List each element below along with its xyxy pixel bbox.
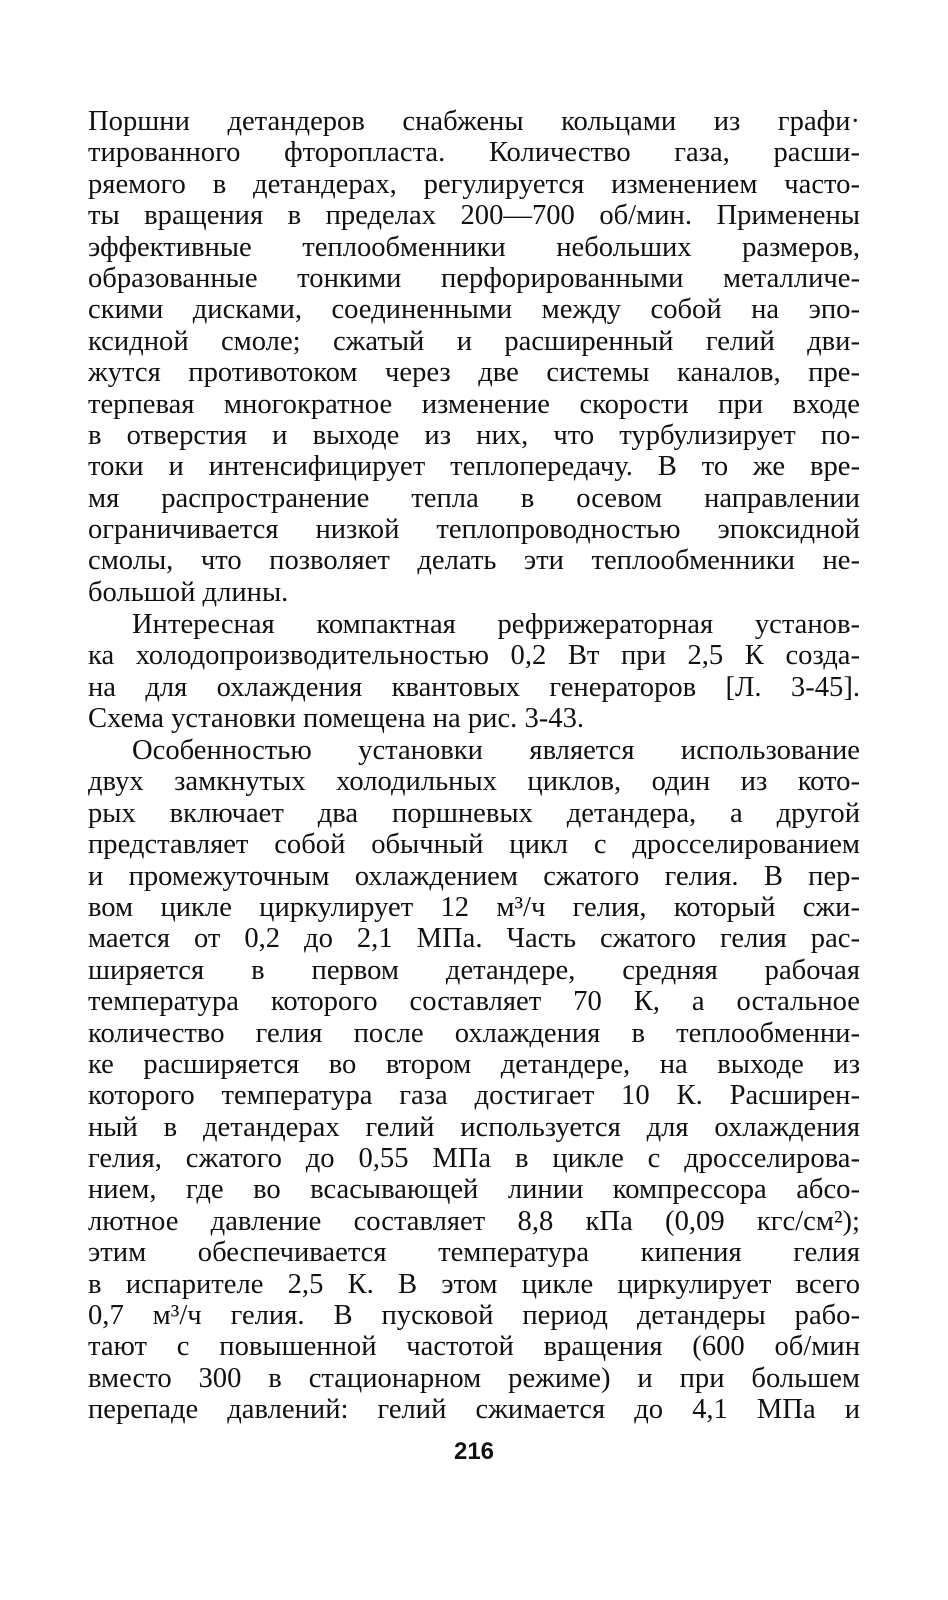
text-line: представляет собой обычный цикл с дросселированием [88,829,860,861]
text-line: гелия, сжатого до 0,55 МПа в цикле с дросселирова- [88,1143,860,1175]
text-line: мается от 0,2 до 2,1 МПа. Часть сжатого гелия рас- [88,923,860,955]
text-line: ряемого в детандерах, регулируется изменением часто- [88,168,860,200]
text-line: образованные тонкими перфорированными металличе- [88,262,860,294]
text-line: Поршни детандеров снабжены кольцами из графи· [88,106,860,137]
text-line: тированного фторопласта. Количество газа, расши- [88,137,860,169]
text-line: в испарителе 2,5 К. В этом цикле циркулирует всего [88,1268,860,1300]
text-line: Особенностью установки является использование [132,735,860,766]
text-line: ка холодопроизводительностью 0,2 Вт при 2,5 К созда- [88,640,860,672]
text-line: жутся противотоком через две системы каналов, пре- [88,357,860,389]
text-line: двух замкнутых холодильных циклов, один из кото- [88,766,860,798]
text-line: токи и интенсифицирует теплопередачу. В то же вре- [88,451,860,483]
text-line: мя распространение тепла в осевом направлении [88,482,860,514]
text-line: смолы, что позволяет делать эти теплообменники не- [88,545,860,577]
text-line: на для охлаждения квантовых генераторов [Л. 3-45]. [88,671,860,703]
text-line: терпевая многократное изменение скорости при входе [88,388,860,420]
text-line: ограничивается низкой теплопроводностью эпоксидной [88,514,860,546]
text-line: ке расширяется во втором детандере, на выходе из [88,1048,860,1080]
text-line: и промежуточным охлаждением сжатого гелия. В пер- [88,860,860,892]
text-line: вом цикле циркулирует 12 м³/ч гелия, который сжи- [88,891,860,923]
text-line: эффективные теплообменники небольших размеров, [88,231,860,263]
text-line: которого температура газа достигает 10 К. Расширен- [88,1080,860,1112]
text-line: ксидной смоле; сжатый и расширенный гелий дви- [88,325,860,357]
text-line: 0,7 м³/ч гелия. В пусковой период детандеры рабо- [88,1300,860,1332]
text-line: ный в детандерах гелий используется для охлаждения [88,1111,860,1143]
text-line: в отверстия и выходе из них, что турбулизирует по- [88,419,860,451]
text-line: вместо 300 в стационарном режиме) и при большем [88,1362,860,1394]
text-line: рых включает два поршневых детандера, а другой [88,797,860,829]
page-number: 216 [453,1438,495,1465]
text-line: количество гелия после охлаждения в теплообменни- [88,1017,860,1049]
text-line: перепаде давлений: гелий сжимается до 4,1 МПа и [88,1394,860,1426]
text-line: тают с повышенной частотой вращения (600 об/мин [88,1331,860,1363]
text-line: Схема установки помещена на рис. 3-43. [88,703,585,735]
text-line: ширяется в первом детандере, средняя рабочая [88,954,860,986]
text-line: нием, где во всасывающей линии компрессора абсо- [88,1174,860,1206]
text-line: лютное давление составляет 8,8 кПа (0,09 кгс/см²); [88,1205,860,1237]
text-line: ты вращения в пределах 200—700 об/мин. Применены [88,200,860,232]
paragraph-2 [88,609,860,735]
text-line: скими дисками, соединенными между собой на эпо- [88,294,860,326]
paragraph-3 [88,735,860,1426]
text-line: большой длины. [88,576,289,608]
text-line: температура которого составляет 70 К, а остальное [88,986,860,1018]
paragraph-1 [88,106,860,608]
text-line: этим обеспечивается температура кипения гелия [88,1237,860,1269]
text-line: Интересная компактная рефрижераторная установ- [132,609,860,640]
